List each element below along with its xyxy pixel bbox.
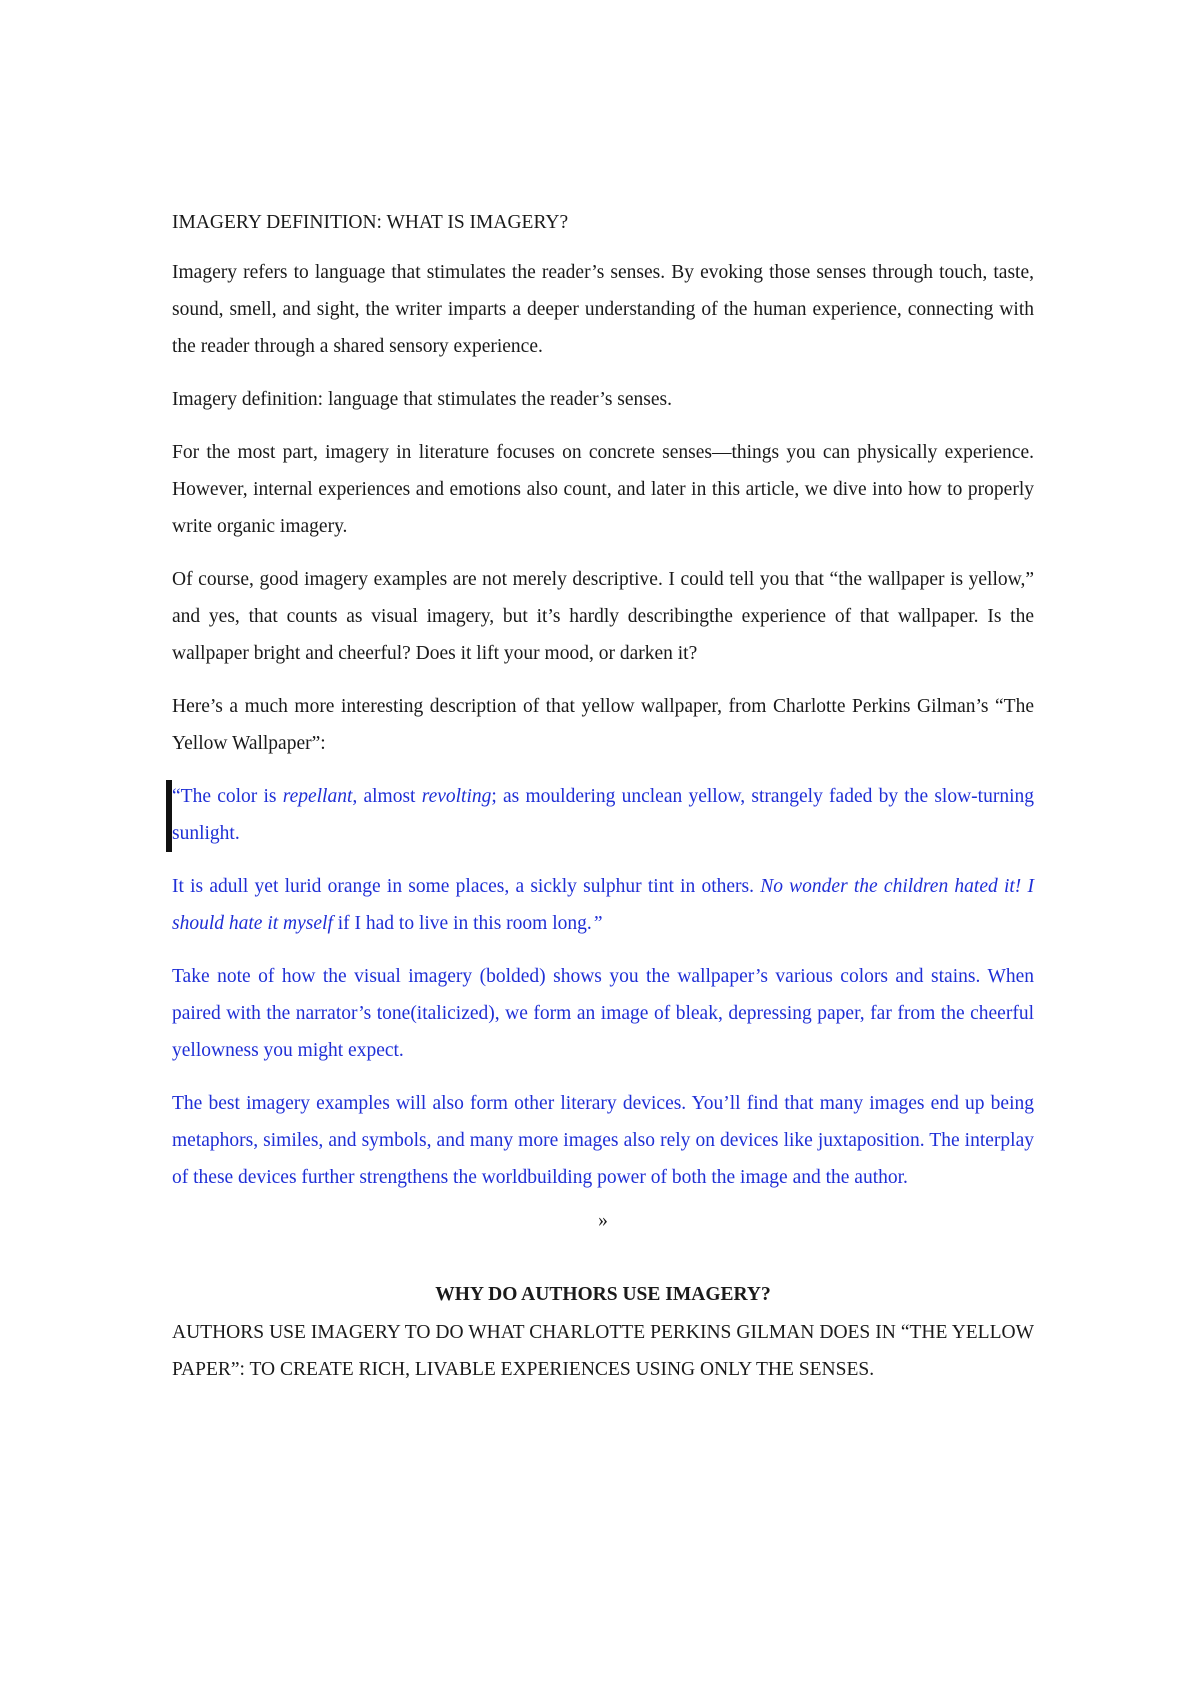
paragraph-definition-short: Imagery definition: language that stimulates the reader’s senses. xyxy=(172,389,672,410)
paragraph-take-note: Take note of how the visual imagery (bolded) shows you the wallpaper’s various colors and stains. When paired with the narrator’s tone(italicized), we form an image of bleak, depressing paper, far from the cheerful yellowness you might expect. xyxy=(172,966,1034,1061)
quote-text: It is adull yet lurid orange in some places, a sickly sulphur tint in others. xyxy=(172,876,761,897)
section-heading: IMAGERY DEFINITION: WHAT IS IMAGERY? xyxy=(172,212,569,233)
paragraph-concrete-senses: For the most part, imagery in literature focuses on concrete senses—things you can physically experience. However, internal experiences and emotions also count, and later in this article, we dive into how to properly write organic imagery. xyxy=(172,442,1034,537)
section-separator: » xyxy=(598,1210,608,1231)
quote-text: “The color is xyxy=(172,786,283,807)
paragraph-descriptive: Of course, good imagery examples are not merely descriptive. I could tell you that “the wallpaper is yellow,” and yes, that counts as visual imagery, but it’s hardly describingthe experience of that wallpaper. Is the wallpaper bright and cheerful? Does it lift your mood, or darken it? xyxy=(172,569,1034,664)
quote-text: almost xyxy=(357,786,422,807)
paragraph-best-examples: The best imagery examples will also form other literary devices. You’ll find that many images end up being metaphors, similes, and symbols, and many more images also rely on devices like juxtaposition. The interplay of these devices further strengthens the worldbuilding power of both the image and the author. xyxy=(172,1093,1034,1188)
quote-italic: No wonder the children hated it! I should hate it myself xyxy=(172,876,1034,934)
quote-italic: revolting xyxy=(421,786,492,807)
quote-italic: repellant, xyxy=(282,786,358,807)
quote-block xyxy=(172,778,1034,852)
text-cursor xyxy=(166,780,172,852)
quote-text: ; as mouldering unclean yellow, strangely faded by the slow-turning sunlight. xyxy=(172,786,1034,844)
quote-paragraph-2 xyxy=(172,868,1034,942)
quote-italic: ” xyxy=(591,913,603,934)
section-heading-2: WHY DO AUTHORS USE IMAGERY? xyxy=(435,1284,771,1305)
quote-paragraph-1 xyxy=(172,778,1034,852)
paragraph-uppercase: AUTHORS USE IMAGERY TO DO WHAT CHARLOTTE PERKINS GILMAN DOES IN “THE YELLOW PAPER”: TO CREATE RICH, LIVABLE EXPERIENCES USING ONLY THE SENSES. xyxy=(172,1322,1034,1380)
paragraph-intro-quote: Here’s a much more interesting description of that yellow wallpaper, from Charlotte Perkins Gilman’s “The Yellow Wallpaper”: xyxy=(172,696,1034,754)
quote-text: if I had to live in this room long. xyxy=(332,913,592,934)
document-page xyxy=(172,208,1034,1388)
paragraph-definition: Imagery refers to language that stimulates the reader’s senses. By evoking those senses through touch, taste, sound, smell, and sight, the writer imparts a deeper understanding of the human experience, connecting with the reader through a shared sensory experience. xyxy=(172,262,1034,357)
